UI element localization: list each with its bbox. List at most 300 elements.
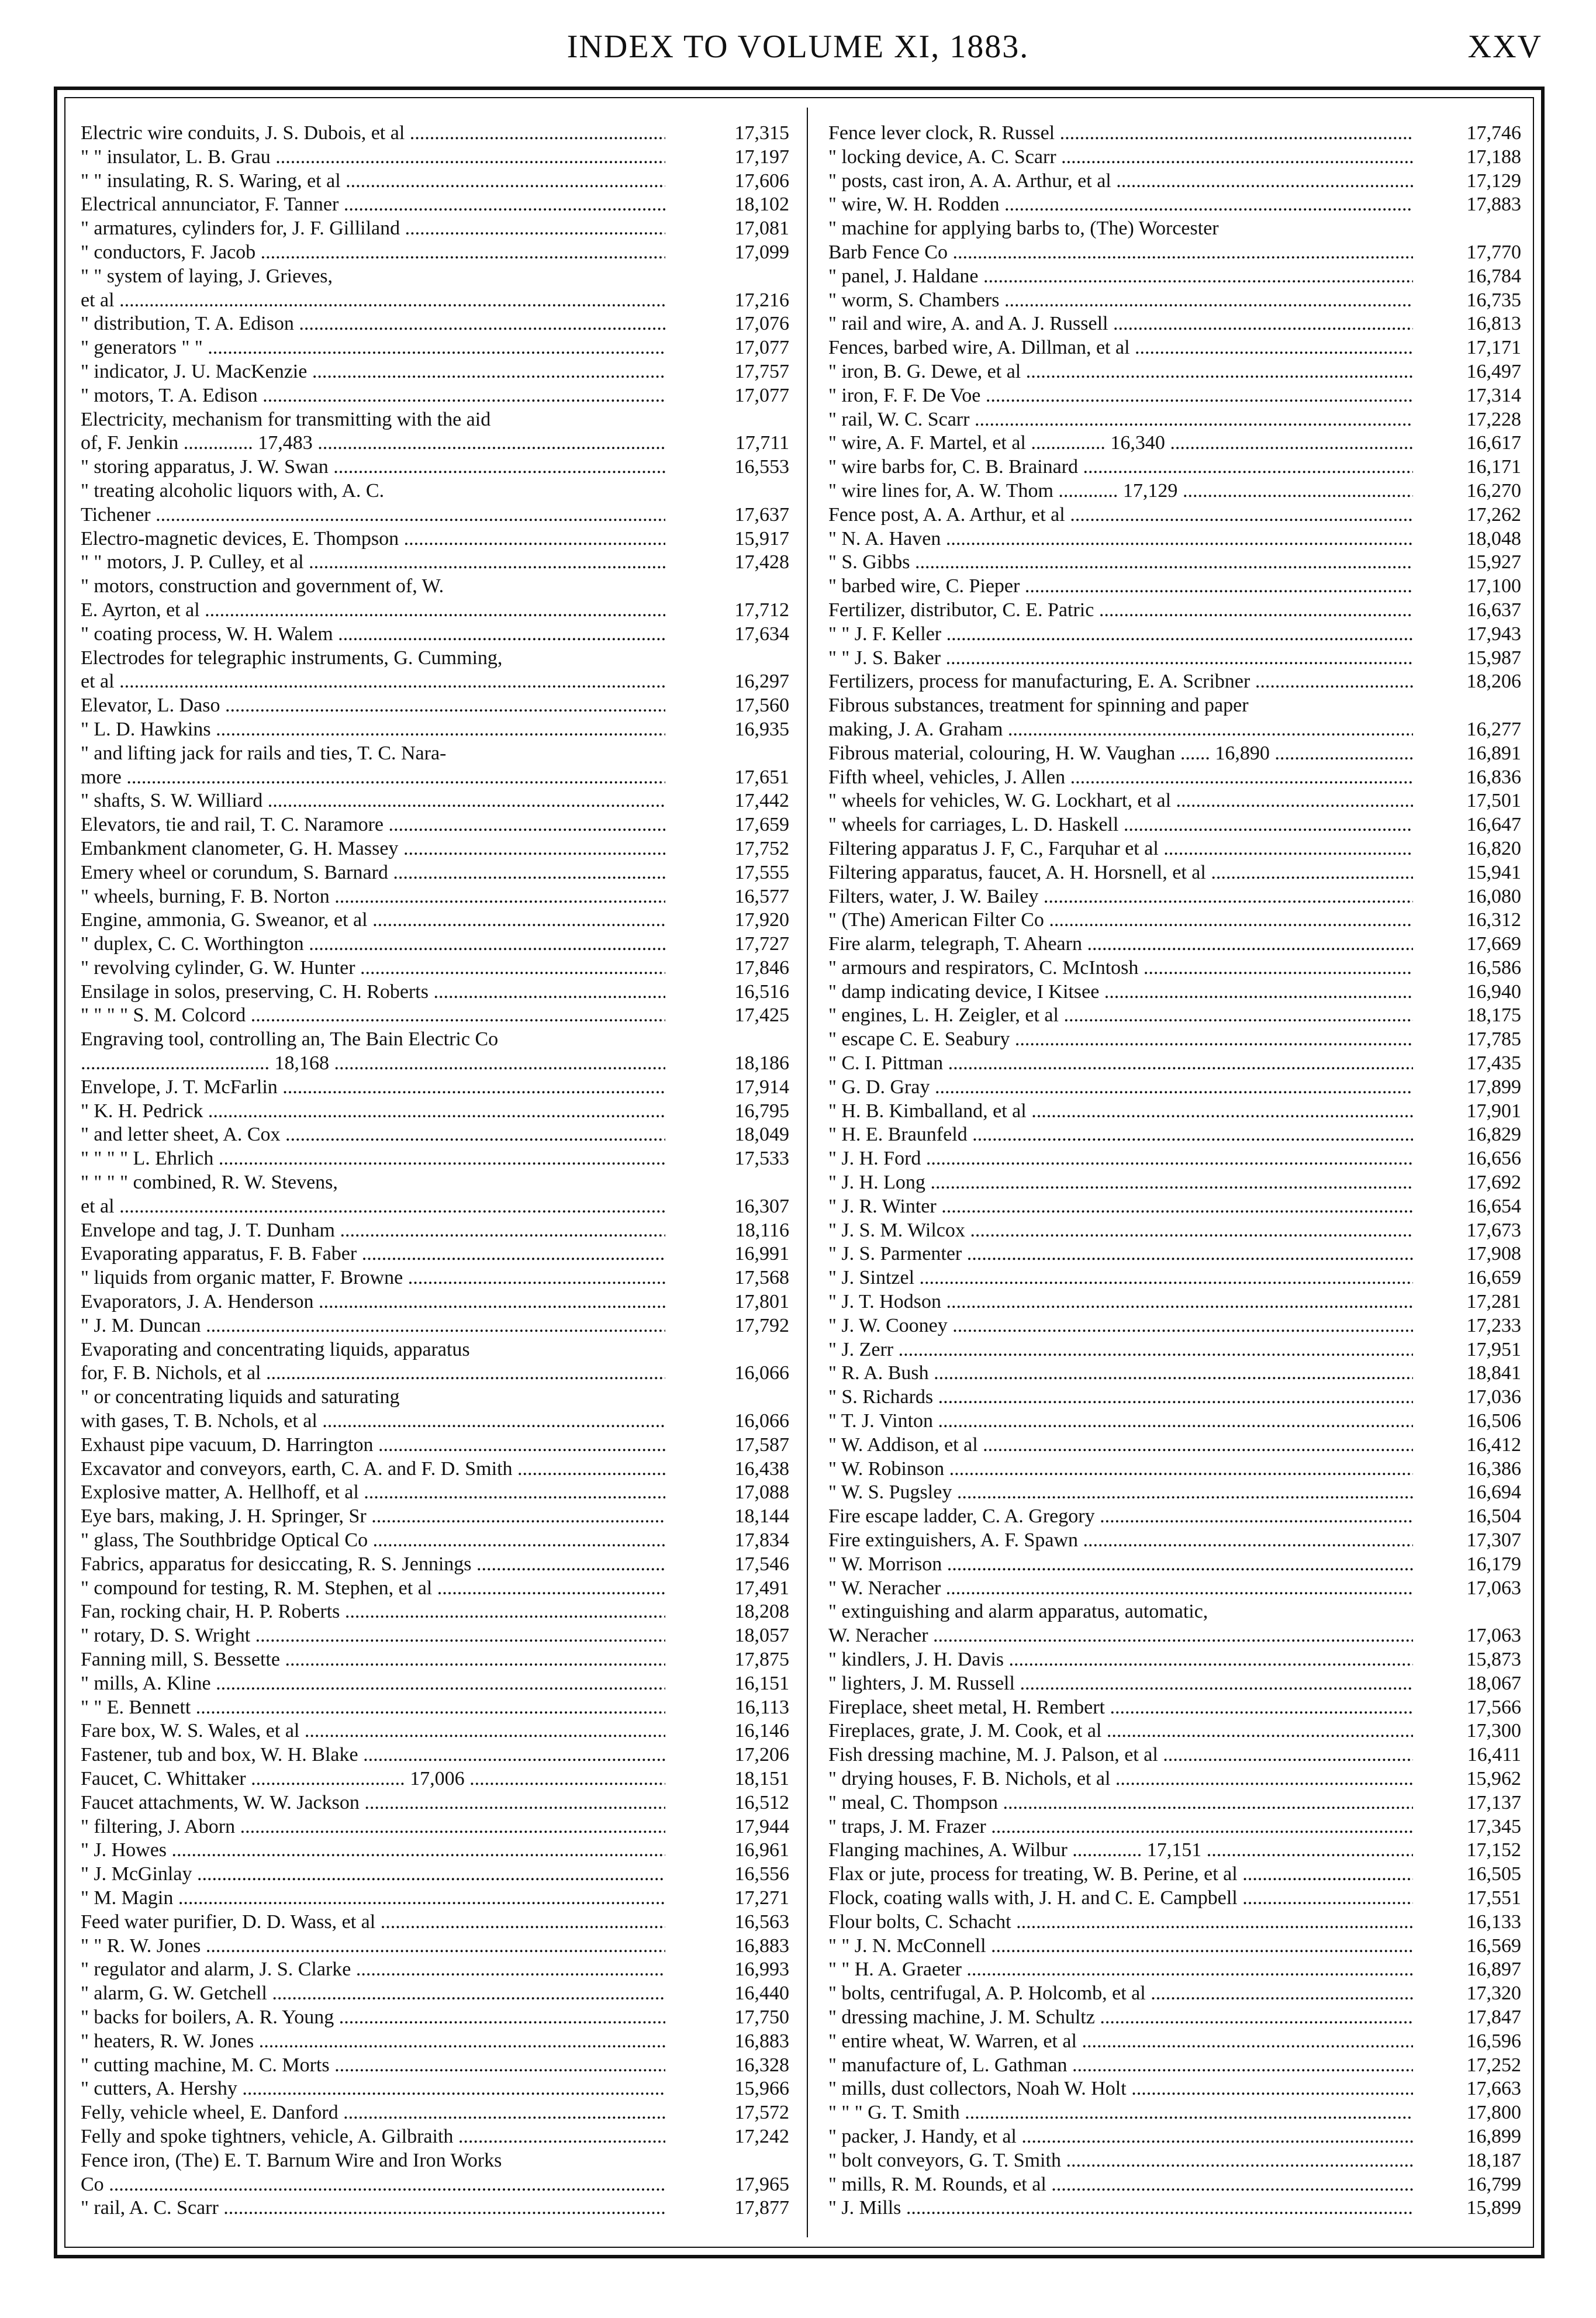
index-entry-text: " panel, J. Haldane ..... (828, 265, 1413, 289)
index-entry-text: Feed water purifier, D. D. Wass, et al ..... (81, 1911, 665, 1934)
index-entry (81, 1195, 789, 1219)
index-entry (81, 1624, 789, 1648)
index-entry (81, 2054, 789, 2078)
index-entry-text: " " J. N. McConnell ..... (828, 1934, 1413, 1958)
index-entry (828, 599, 1521, 623)
index-entry (828, 885, 1521, 909)
index-entry (828, 2054, 1521, 2078)
index-entry-text: " " R. W. Jones ..... (81, 1934, 665, 1958)
index-entry (828, 2030, 1521, 2054)
index-entry-text: Electricity, mechanism for transmitting with the aid (81, 408, 491, 430)
index-entry-number: 16,066 (682, 1410, 789, 1433)
index-entry (828, 1887, 1521, 1911)
index-entry-number: 17,262 (1414, 503, 1521, 527)
index-entry-number: 17,651 (682, 766, 789, 790)
index-entry-number: 17,099 (682, 241, 789, 265)
index-entry (81, 861, 789, 885)
index-entry (828, 1911, 1521, 1934)
index-entry (828, 479, 1521, 503)
index-entry-number: 17,752 (682, 837, 789, 861)
index-entry (828, 1171, 1521, 1195)
index-entry-number: 16,637 (1414, 599, 1521, 623)
index-entry-number: 17,750 (682, 2006, 789, 2030)
index-entry-number: 17,555 (682, 861, 789, 885)
index-entry-text: " mills, dust collectors, Noah W. Holt ..... (828, 2077, 1413, 2101)
index-entry-text: Fence lever clock, R. Russel ..... (828, 122, 1413, 146)
index-entry-number: 17,077 (682, 336, 789, 360)
index-entry (828, 312, 1521, 336)
index-entry-text: Fences, barbed wire, A. Dillman, et al ..... (828, 336, 1413, 360)
index-entry-number: 16,328 (682, 2054, 789, 2078)
index-entry-number: 18,151 (682, 1767, 789, 1791)
index-entry (828, 1553, 1521, 1577)
index-entry (828, 908, 1521, 932)
index-entry-text: " " H. A. Graeter ..... (828, 1958, 1413, 1982)
index-entry-number: 16,440 (682, 1982, 789, 2006)
index-entry (81, 1577, 789, 1601)
index-entry-text: " iron, F. F. De Voe ..... (828, 384, 1413, 408)
index-entry-text: " " E. Bennett ..... (81, 1696, 665, 1720)
index-entry (828, 837, 1521, 861)
index-entry (828, 1147, 1521, 1171)
index-entry-number: 17,233 (1414, 1314, 1521, 1338)
index-entry-text: " W. Neracher ..... (828, 1577, 1413, 1601)
index-entry-number: 17,920 (682, 908, 789, 932)
index-entry-text: et al ..... (81, 670, 665, 694)
index-entry (828, 336, 1521, 360)
index-entry-text: " iron, B. G. Dewe, et al ..... (828, 360, 1413, 384)
index-entry-text: ...................................... 18,168 ..... (81, 1052, 665, 1076)
index-entry (81, 2006, 789, 2030)
index-entry-text: Fertilizer, distributor, C. E. Patric ..... (828, 599, 1413, 623)
index-entry-text: " damp indicating device, I Kitsee ..... (828, 980, 1413, 1004)
index-entry-number: 17,637 (682, 503, 789, 527)
index-entry-text: " " " " combined, R. W. Stevens, (81, 1172, 338, 1194)
index-entry-text: Fibrous material, colouring, H. W. Vaughan ...... 16,890 ..... (828, 742, 1413, 766)
index-entry-text: " shafts, S. W. Williard ..... (81, 789, 665, 813)
index-entry-text: E. Ayrton, et al ..... (81, 599, 665, 623)
index-entry-text: " bolts, centrifugal, A. P. Holcomb, et al ..... (828, 1982, 1413, 2006)
index-entry-text: " wire barbs for, C. B. Brainard ..... (828, 455, 1413, 479)
index-entry-text: " mills, A. Kline ..... (81, 1672, 665, 1696)
index-entry (828, 1719, 1521, 1743)
index-entry (828, 2196, 1521, 2220)
index-entry-text: " manufacture of, L. Gathman ..... (828, 2054, 1413, 2078)
index-entry-number: 17,152 (1414, 1839, 1521, 1863)
index-entry-text: Ensilage in solos, preserving, C. H. Roberts ..... (81, 980, 665, 1004)
index-entry-text: " storing apparatus, J. W. Swan ..... (81, 455, 665, 479)
index-entry (81, 1648, 789, 1672)
index-entry-number: 17,560 (682, 694, 789, 718)
index-entry (81, 1242, 789, 1266)
index-entry-number: 15,987 (1414, 647, 1521, 671)
index-entry (828, 742, 1521, 766)
index-entry-text: Tichener ..... (81, 503, 665, 527)
index-entry (828, 1362, 1521, 1386)
index-entry (828, 527, 1521, 551)
index-entry-text: " treating alcoholic liquors with, A. C. (81, 479, 385, 502)
index-entry (81, 1505, 789, 1529)
index-entry-text: " rail and wire, A. and A. J. Russell ..... (828, 312, 1413, 336)
index-entry-number: 18,102 (682, 193, 789, 217)
index-entry-number: 16,569 (1414, 1934, 1521, 1958)
index-entry-number: 17,076 (682, 312, 789, 336)
index-entry (81, 170, 789, 194)
index-entry-number: 17,036 (1414, 1386, 1521, 1410)
index-entry (81, 647, 789, 671)
index-entry-number: 18,186 (682, 1052, 789, 1076)
index-entry (81, 455, 789, 479)
index-entry (81, 718, 789, 742)
index-entry-number: 17,669 (1414, 932, 1521, 956)
index-entry-text: " locking device, A. C. Scarr ..... (828, 146, 1413, 170)
index-entry-text: Filtering apparatus, faucet, A. H. Horsnell, et al ..... (828, 861, 1413, 885)
index-entry-text: Fireplace, sheet metal, H. Rembert ..... (828, 1696, 1413, 1720)
index-frame (54, 87, 1545, 2258)
index-entry-text: Exhaust pipe vacuum, D. Harrington ..... (81, 1433, 665, 1457)
index-entry-number: 17,271 (682, 1887, 789, 1911)
index-entry-text: Flanging machines, A. Wilbur .............. 17,151 ..... (828, 1839, 1413, 1863)
index-entry (81, 813, 789, 837)
index-entry-number: 17,634 (682, 623, 789, 647)
index-entry-text: " " insulating, R. S. Waring, et al ..... (81, 170, 665, 194)
index-entry-number: 16,883 (682, 2030, 789, 2054)
index-entry-text: " barbed wire, C. Pieper ..... (828, 575, 1413, 599)
index-entry-text: Elevator, L. Daso ..... (81, 694, 665, 718)
index-entry-number: 16,553 (682, 455, 789, 479)
index-entry (828, 384, 1521, 408)
index-entry (81, 1911, 789, 1934)
index-entry (81, 1839, 789, 1863)
index-entry (828, 146, 1521, 170)
index-entry-number: 18,057 (682, 1624, 789, 1648)
index-entry-text: " bolt conveyors, G. T. Smith ..... (828, 2149, 1413, 2173)
index-entry-text: " W. Robinson ..... (828, 1457, 1413, 1481)
index-entry-text: Felly, vehicle wheel, E. Danford ..... (81, 2101, 665, 2125)
index-entry (81, 1958, 789, 1982)
index-entry-number: 17,711 (682, 431, 789, 455)
index-entry (828, 1028, 1521, 1052)
index-entry-number: 16,795 (682, 1100, 789, 1124)
index-entry-text: Felly and spoke tightners, vehicle, A. Gilbraith ..... (81, 2125, 665, 2149)
index-entry-number: 16,656 (1414, 1147, 1521, 1171)
index-entry-number: 16,820 (1414, 837, 1521, 861)
index-entry-number: 17,077 (682, 384, 789, 408)
index-entry-number: 17,216 (682, 289, 789, 313)
index-entry (81, 146, 789, 170)
index-entry-number: 17,171 (1414, 336, 1521, 360)
index-entry-number: 16,504 (1414, 1505, 1521, 1529)
index-entry-number: 16,438 (682, 1457, 789, 1481)
index-entry-number: 15,966 (682, 2077, 789, 2101)
index-entry-text: W. Neracher ..... (828, 1624, 1413, 1648)
index-entry-number: 16,512 (682, 1791, 789, 1815)
index-entry-number: 15,941 (1414, 861, 1521, 885)
index-entry-text: Excavator and conveyors, earth, C. A. and F. D. Smith ..... (81, 1457, 665, 1481)
index-entry-number: 16,735 (1414, 289, 1521, 313)
index-entry-text: " rail, W. C. Scarr ..... (828, 408, 1413, 432)
index-entry (81, 217, 789, 241)
index-entry-number: 17,428 (682, 551, 789, 575)
index-entry-text: Explosive matter, A. Hellhoff, et al ..... (81, 1481, 665, 1505)
index-entry-number: 16,312 (1414, 908, 1521, 932)
index-entry (828, 2077, 1521, 2101)
index-entry-text: et al ..... (81, 1195, 665, 1219)
index-entry (81, 1529, 789, 1553)
index-entry-number: 18,206 (1414, 670, 1521, 694)
index-entry-text: " posts, cast iron, A. A. Arthur, et al ..... (828, 170, 1413, 194)
index-entry-text: " wheels, burning, F. B. Norton ..... (81, 885, 665, 909)
index-entry-text: " packer, J. Handy, et al ..... (828, 2125, 1413, 2149)
index-entry-text: Filters, water, J. W. Bailey ..... (828, 885, 1413, 909)
index-entry-text: Fire extinguishers, A. F. Spawn ..... (828, 1529, 1413, 1553)
index-entry (81, 599, 789, 623)
index-entry-number: 17,908 (1414, 1242, 1521, 1266)
index-entry-number: 15,962 (1414, 1767, 1521, 1791)
index-entry (81, 122, 789, 146)
index-entry (828, 1529, 1521, 1553)
index-entry (828, 1934, 1521, 1958)
index-entry-number: 17,663 (1414, 2077, 1521, 2101)
index-entry-text: " backs for boilers, A. R. Young ..... (81, 2006, 665, 2030)
index-entry (828, 623, 1521, 647)
index-entry-number: 16,411 (1414, 1743, 1521, 1767)
index-entry (81, 551, 789, 575)
index-entry (81, 1266, 789, 1290)
index-entry-text: Evaporating and concentrating liquids, apparatus (81, 1338, 470, 1360)
index-entry-number: 17,088 (682, 1481, 789, 1505)
index-entry-text: " " " " L. Ehrlich ..... (81, 1147, 665, 1171)
index-entry (828, 1767, 1521, 1791)
index-entry-text: " coating process, W. H. Walem ..... (81, 623, 665, 647)
index-entry-number: 18,841 (1414, 1362, 1521, 1386)
index-entry (828, 1577, 1521, 1601)
index-entry (828, 360, 1521, 384)
index-entry-number: 17,533 (682, 1147, 789, 1171)
index-frame-inner (64, 97, 1534, 2248)
index-entry-text: Fifth wheel, vehicles, J. Allen ..... (828, 766, 1413, 790)
index-entry-text: " motors, construction and government of, W. (81, 575, 444, 597)
index-entry-text: Co ..... (81, 2173, 665, 2197)
index-entry-text: " J. W. Cooney ..... (828, 1314, 1413, 1338)
left-index-column (81, 122, 789, 2235)
index-entry-text: " J. Mills ..... (828, 2196, 1413, 2220)
index-entry (81, 1410, 789, 1433)
index-entry (81, 1743, 789, 1767)
index-entry (81, 694, 789, 718)
index-entry-text: " C. I. Pittman ..... (828, 1052, 1413, 1076)
index-entry (828, 2101, 1521, 2125)
index-entry-text: Electric wire conduits, J. S. Dubois, et al ..... (81, 122, 665, 146)
index-entry (81, 2125, 789, 2149)
index-entry-number: 16,497 (1414, 360, 1521, 384)
index-entry-number: 17,792 (682, 1314, 789, 1338)
index-entry-text: " rotary, D. S. Wright ..... (81, 1624, 665, 1648)
index-entry-number: 15,899 (1414, 2196, 1521, 2220)
index-entry-number: 17,063 (1414, 1624, 1521, 1648)
index-entry-text: " motors, T. A. Edison ..... (81, 384, 665, 408)
index-entry-number: 16,412 (1414, 1433, 1521, 1457)
index-entry-number: 16,659 (1414, 1266, 1521, 1290)
index-entry-number: 17,281 (1414, 1290, 1521, 1314)
index-entry-text: " armatures, cylinders for, J. F. Gilliland ..... (81, 217, 665, 241)
index-entry-number: 16,577 (682, 885, 789, 909)
index-entry (81, 265, 789, 289)
index-entry-number: 17,300 (1414, 1719, 1521, 1743)
index-entry-text: " J. M. Duncan ..... (81, 1314, 665, 1338)
index-entry-number: 17,206 (682, 1743, 789, 1767)
index-entry-number: 16,066 (682, 1362, 789, 1386)
index-entry-text: " and lifting jack for rails and ties, T. C. Nara- (81, 742, 447, 764)
index-entry-number: 16,563 (682, 1911, 789, 1934)
index-entry-text: " " J. F. Keller ..... (828, 623, 1413, 647)
index-entry-number: 15,927 (1414, 551, 1521, 575)
index-entry-number: 16,940 (1414, 980, 1521, 1004)
index-entry (828, 1839, 1521, 1863)
index-entry (81, 1433, 789, 1457)
index-entry-number: 17,242 (682, 2125, 789, 2149)
index-entry (828, 1958, 1521, 1982)
index-entry-text: " duplex, C. C. Worthington ..... (81, 932, 665, 956)
index-entry (828, 1386, 1521, 1410)
index-entry-text: " S. Richards ..... (828, 1386, 1413, 1410)
index-entry-number: 16,277 (1414, 718, 1521, 742)
index-entry-text: " wheels for vehicles, W. G. Lockhart, et al ..... (828, 789, 1413, 813)
index-entry-number: 16,813 (1414, 312, 1521, 336)
index-entry (828, 1791, 1521, 1815)
index-entry (81, 670, 789, 694)
index-entry-text: Fireplaces, grate, J. M. Cook, et al ..... (828, 1719, 1413, 1743)
index-entry (81, 742, 789, 766)
index-entry-text: " (The) American Filter Co ..... (828, 908, 1413, 932)
index-entry (81, 980, 789, 1004)
index-entry (81, 766, 789, 790)
index-entry (81, 479, 789, 503)
index-entry (828, 1266, 1521, 1290)
page-header (0, 28, 1596, 75)
index-entry-text: Engraving tool, controlling an, The Bain Electric Co (81, 1028, 499, 1051)
index-entry (828, 217, 1521, 241)
index-entry (81, 1767, 789, 1791)
index-entry-text: " indicator, J. U. MacKenzie ..... (81, 360, 665, 384)
index-entry (828, 455, 1521, 479)
index-entry-number: 17,801 (682, 1290, 789, 1314)
index-entry (828, 1648, 1521, 1672)
index-entry-number: 17,081 (682, 217, 789, 241)
index-entry-text: " and letter sheet, A. Cox ..... (81, 1123, 665, 1147)
index-entry-number: 17,847 (1414, 2006, 1521, 2030)
index-entry (828, 408, 1521, 432)
index-entry (81, 1600, 789, 1624)
index-entry (81, 1696, 789, 1720)
index-entry-text: Evaporators, J. A. Henderson ..... (81, 1290, 665, 1314)
index-entry-text: " M. Magin ..... (81, 1887, 665, 1911)
index-entry (828, 1052, 1521, 1076)
index-entry-text: " alarm, G. W. Getchell ..... (81, 1982, 665, 2006)
index-entry (828, 1696, 1521, 1720)
index-entry-text: " J. R. Winter ..... (828, 1195, 1413, 1219)
index-entry (828, 1815, 1521, 1839)
index-entry-number: 17,129 (1414, 170, 1521, 194)
index-entry-text: " J. S. Parmenter ..... (828, 1242, 1413, 1266)
index-entry-number: 16,991 (682, 1242, 789, 1266)
index-entry-number: 16,799 (1414, 2173, 1521, 2197)
index-entry-text: " " insulator, L. B. Grau ..... (81, 146, 665, 170)
index-entry-text: Flock, coating walls with, J. H. and C. E. Campbell ..... (828, 1887, 1413, 1911)
index-entry (81, 312, 789, 336)
index-entry-text: " drying houses, F. B. Nichols, et al ..... (828, 1767, 1413, 1791)
index-entry-number: 17,877 (682, 2196, 789, 2220)
index-entry (81, 2101, 789, 2125)
index-entry (81, 1887, 789, 1911)
index-entry (828, 1004, 1521, 1028)
index-entry-text: " J. Howes ..... (81, 1839, 665, 1863)
index-entry (81, 241, 789, 265)
index-entry-number: 17,875 (682, 1648, 789, 1672)
index-entry-text: " L. D. Hawkins ..... (81, 718, 665, 742)
index-entry (81, 193, 789, 217)
index-entry-text: Eye bars, making, J. H. Springer, Sr ..... (81, 1505, 665, 1529)
index-entry (828, 694, 1521, 718)
index-entry-number: 17,834 (682, 1529, 789, 1553)
index-entry-text: " N. A. Haven ..... (828, 527, 1413, 551)
index-entry-text: with gases, T. B. Nchols, et al ..... (81, 1410, 665, 1433)
index-entry-number: 16,113 (682, 1696, 789, 1720)
index-entry-number: 17,587 (682, 1433, 789, 1457)
index-entry (828, 980, 1521, 1004)
index-entry-text: " revolving cylinder, G. W. Hunter ..... (81, 956, 665, 980)
index-entry (81, 2077, 789, 2101)
index-entry-number: 17,546 (682, 1553, 789, 1577)
index-entry-text: " " " G. T. Smith ..... (828, 2101, 1413, 2125)
index-entry (81, 1672, 789, 1696)
index-entry-text: making, J. A. Graham ..... (828, 718, 1413, 742)
index-entry-text: " traps, J. M. Frazer ..... (828, 1815, 1413, 1839)
index-entry-text: Fastener, tub and box, W. H. Blake ..... (81, 1743, 665, 1767)
index-entry-number: 17,063 (1414, 1577, 1521, 1601)
index-entry-text: " distribution, T. A. Edison ..... (81, 312, 665, 336)
right-index-column (828, 122, 1521, 2235)
index-entry-number: 18,144 (682, 1505, 789, 1529)
index-entry-number: 16,899 (1414, 2125, 1521, 2149)
index-entry (81, 1100, 789, 1124)
index-entry (81, 527, 789, 551)
index-entry-number: 16,506 (1414, 1410, 1521, 1433)
index-entry-number: 17,899 (1414, 1076, 1521, 1100)
index-entry-number: 17,846 (682, 956, 789, 980)
index-entry (81, 1386, 789, 1410)
index-entry-text: " wire, W. H. Rodden ..... (828, 193, 1413, 217)
index-entry-number: 17,944 (682, 1815, 789, 1839)
index-entry-number: 16,171 (1414, 455, 1521, 479)
index-entry-number: 16,146 (682, 1719, 789, 1743)
index-entry-text: " J. McGinlay ..... (81, 1863, 665, 1887)
index-entry (81, 885, 789, 909)
index-entry-text: " generators " " ..... (81, 336, 665, 360)
index-entry-text: " filtering, J. Aborn ..... (81, 1815, 665, 1839)
index-entry-text: " extinguishing and alarm apparatus, automatic, (828, 1601, 1208, 1623)
index-entry-text: Flour bolts, C. Schacht ..... (828, 1911, 1413, 1934)
index-entry-number: 17,692 (1414, 1171, 1521, 1195)
index-entry-text: " liquids from organic matter, F. Browne ..... (81, 1266, 665, 1290)
index-entry-text: " heaters, R. W. Jones ..... (81, 2030, 665, 2054)
index-entry (828, 789, 1521, 813)
index-entry (828, 503, 1521, 527)
index-entry (828, 1290, 1521, 1314)
index-entry-number: 16,784 (1414, 265, 1521, 289)
index-entry-text: Fan, rocking chair, H. P. Roberts ..... (81, 1600, 665, 1624)
index-entry-text: " H. B. Kimballand, et al ..... (828, 1100, 1413, 1124)
